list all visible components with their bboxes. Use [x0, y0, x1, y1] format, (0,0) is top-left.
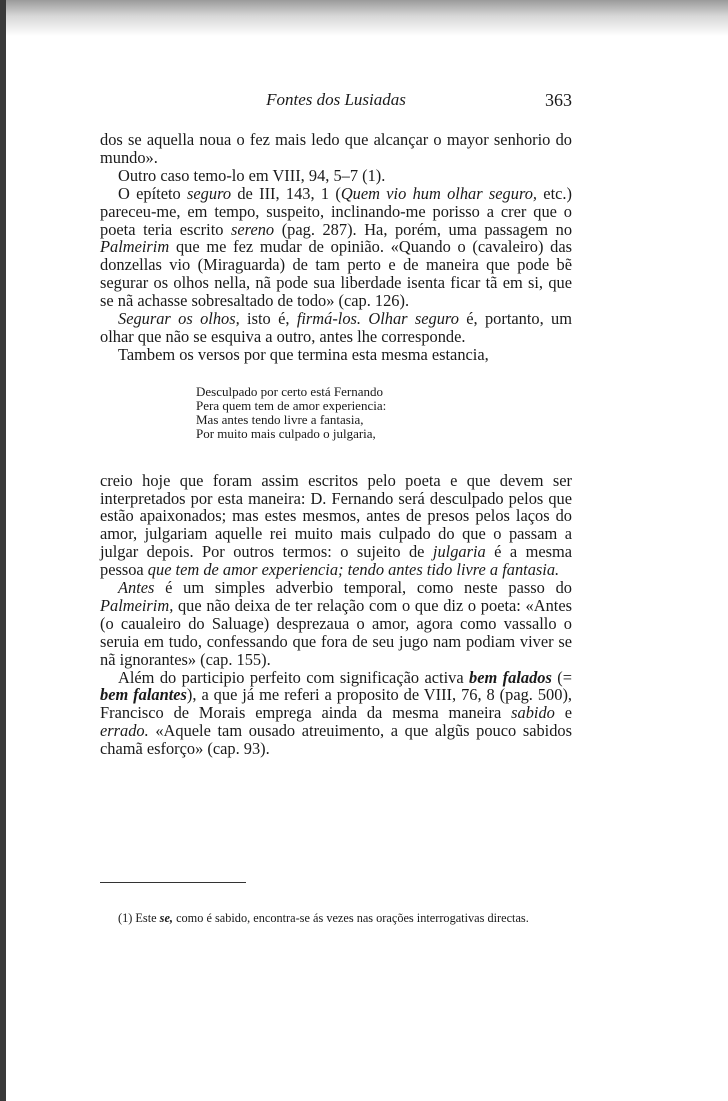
- footnote-rule: [100, 882, 246, 883]
- quote-line: Pera quem tem de amor experiencia:: [196, 397, 387, 413]
- paragraph-4: Segurar os olhos, isto é, firmá-los. Olhar seguro é, portanto, um olhar que não se esquiva a outro, antes lhe corresponde.: [100, 309, 572, 346]
- paragraph-7: Antes é um simples adverbio temporal, como neste passo do Palmeirim, que não deixa de ter relação com o que diz o poeta: «Antes (o caualeiro do Saluage) desprezaua o amor, agora como vassallo o seruia em tudo, confessando que fora de seu jugo nam podiam viver se nã ignorantes» (cap. 155).: [100, 578, 572, 669]
- running-head: [100, 88, 572, 114]
- term-firmalos: firmá-los.: [296, 309, 362, 329]
- term-sabido: sabido: [511, 703, 555, 723]
- term-segurar: Segurar os olhos,: [118, 309, 240, 329]
- term-errado: errado.: [100, 721, 149, 741]
- term-julgaria: julgaria: [432, 542, 486, 562]
- paragraph-3: O epíteto seguro de III, 143, 1 (Quem vio hum olhar seguro, etc.) pareceu-me, em tempo, suspeito, inclinando-me porisso a crer que o poeta teria escrito sereno (pag. 287). Ha, porém, uma passagem no Palmeirim que me fez mudar de opinião. «Quando o (cavaleiro) das donzellas vio (Miraguarda) de tam perto e de maneira que pode bẽ segurar os olhos nella, nã pode sua liberdade isenta ficar tã em si, que se nã achasse sobresaltado de todo» (cap. 126).: [100, 183, 573, 311]
- term-sereno: sereno: [231, 219, 275, 239]
- paragraph-1: dos se aquella noua o fez mais ledo que alcançar o mayor senhorio do mundo».: [100, 130, 572, 167]
- quote-line: Mas antes tendo livre a fantasia,: [196, 412, 364, 428]
- paragraph-5: Tambem os versos por que termina esta mesma estancia,: [118, 344, 489, 364]
- term-bem-falantes: bem falantes: [100, 685, 187, 705]
- term-seguro: seguro: [187, 183, 232, 203]
- page-number: 363: [545, 90, 572, 110]
- running-title: Fontes dos Lusiadas: [266, 90, 406, 109]
- quote-line: Por muito mais culpado o julgaria,: [196, 426, 376, 442]
- term-bem-falados: bem falados: [469, 667, 552, 687]
- page-body: [100, 131, 572, 758]
- scan-top-shadow: [0, 0, 728, 36]
- paragraph-8: Além do participio perfeito com significação activa bem falados (= bem falantes), a que já me referi a proposito de VIII, 76, 8 (pag. 500), Francisco de Morais emprega ainda da mesma maneira sabido e errado. «Aquele tam ousado atreuimento, a que algũs pouco sabidos chamã esforço» (cap. 93).: [100, 667, 573, 759]
- paragraph-6: creio hoje que foram assim escritos pelo poeta e que devem ser interpretados por esta maneira: D. Fernando será desculpado pelos que estão apaixonados; mas estes mesmos, antes de presos pelos laços do amor, julgariam aquelle rei muito mais culpado do que o passam a julgar depois. Por outros termos: o sujeito de julgaria é a mesma pessoa que tem de amor experiencia; tendo antes tido livre a fantasia.: [100, 470, 572, 580]
- verse-quote: [196, 385, 572, 442]
- paragraph-2: Outro caso temo-lo em VIII, 94, 5–7 (1).: [118, 165, 386, 185]
- term-antes: Antes: [118, 578, 155, 598]
- term-olhar-seguro: Olhar seguro: [368, 309, 459, 329]
- italic-phrase: que tem de amor experiencia; tendo antes tido livre a fantasia.: [147, 560, 560, 580]
- work-title: Palmeirim,: [100, 595, 174, 615]
- work-title: Palmeirim: [100, 237, 170, 257]
- footnote: (1) Este se, como é sabido, encontra-se ás vezes nas orações interrogativas directas.: [118, 911, 529, 925]
- scan-left-edge: [0, 0, 6, 1101]
- term-se: se,: [159, 911, 173, 925]
- verse-citation: Quem vio hum olhar seguro,: [340, 183, 538, 203]
- quote-line: Desculpado por certo está Fernando: [196, 383, 383, 399]
